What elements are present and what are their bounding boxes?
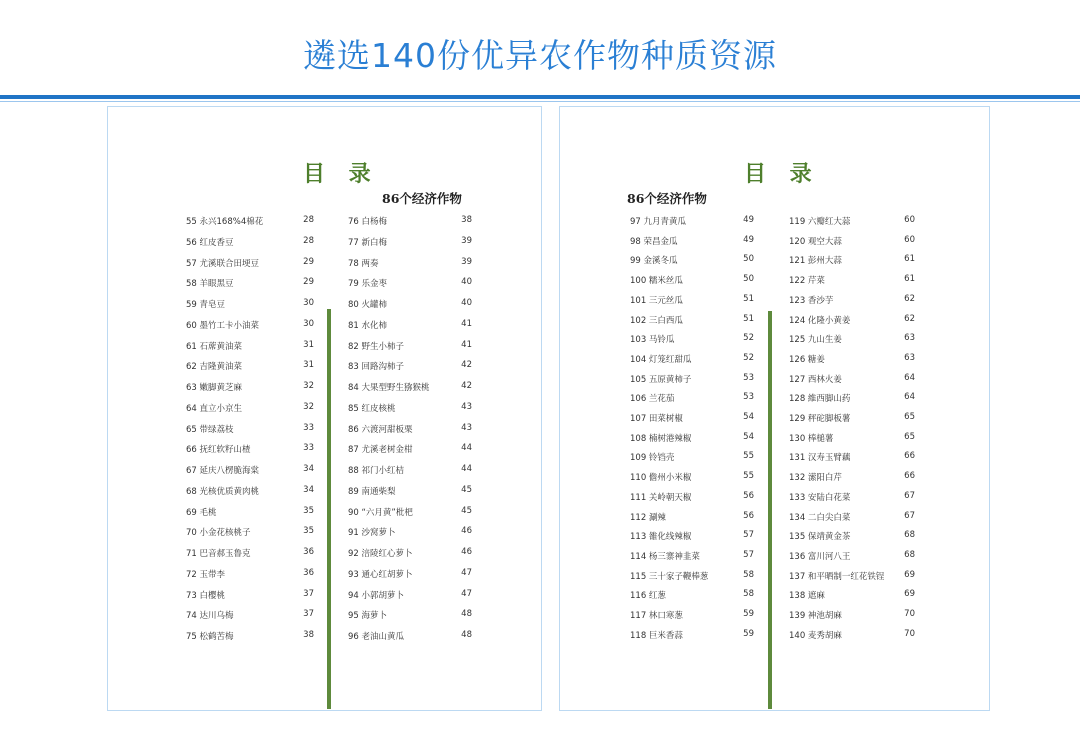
toc-entry-name: 81 水化柿 xyxy=(348,320,388,331)
toc-entry-page: 34 xyxy=(303,484,314,495)
toc-entry-name: 64 直立小京生 xyxy=(186,403,243,414)
toc-entry-page: 39 xyxy=(461,235,472,246)
toc-entry-page: 46 xyxy=(461,526,472,537)
toc-entry-name: 69 毛桃 xyxy=(186,507,217,518)
toc-entry-name: 55 永兴168%4棉花 xyxy=(186,217,264,227)
toc-entry-name: 62 吉隆黄油菜 xyxy=(186,362,243,373)
toc-entry-name: 67 延庆八楞脆海棠 xyxy=(186,466,260,476)
toc-entry-page: 28 xyxy=(303,215,314,225)
toc-entry-name: 133 安陆白花菜 xyxy=(789,492,851,503)
toc-entry-name: 60 墨竹工卡小油菜 xyxy=(186,320,260,331)
toc-entry-page: 53 xyxy=(743,372,754,383)
toc-entry-page: 32 xyxy=(303,381,314,391)
toc-entry-name: 130 棒槌薯 xyxy=(789,433,834,444)
column-divider-bar xyxy=(327,309,331,709)
toc-entry-page: 51 xyxy=(743,293,754,304)
column-divider-bar xyxy=(768,311,772,709)
toc-entry-page: 39 xyxy=(461,256,472,267)
toc-entry-page: 42 xyxy=(461,381,472,391)
toc-entry-name: 132 潆阳白芹 xyxy=(789,473,842,484)
toc-entry-page: 58 xyxy=(743,569,754,580)
toc-entry-name: 121 彭州大蒜 xyxy=(789,256,842,267)
toc-entry-name: 97 九月青黄瓜 xyxy=(630,217,687,227)
toc-entry-name: 68 光核优质黄肉桃 xyxy=(186,486,260,497)
toc-entry-name: 63 嫩脚黄芝麻 xyxy=(186,383,243,393)
toc-entry-name: 101 三元丝瓜 xyxy=(630,295,683,306)
toc-entry-page: 68 xyxy=(904,549,915,560)
toc-entry-name: 104 灯笼红甜瓜 xyxy=(630,354,692,365)
toc-entry-page: 55 xyxy=(743,471,754,482)
toc-entry-page: 47 xyxy=(461,567,472,578)
toc-entry-page: 45 xyxy=(461,505,472,516)
toc-entry-name: 123 香沙芋 xyxy=(789,295,834,306)
toc-entry-page: 44 xyxy=(461,464,472,474)
toc-entry-name: 117 林口寒葱 xyxy=(630,611,683,621)
toc-entry-name: 111 关岭朝天椒 xyxy=(630,492,692,503)
toc-entry-name: 96 老油山黄瓜 xyxy=(348,632,405,642)
toc-entry-name: 105 五原黄柿子 xyxy=(630,374,692,385)
toc-entry-name: 118 巨米香蒜 xyxy=(630,630,683,641)
toc-entry-page: 42 xyxy=(461,360,472,371)
toc-entry-name: 89 南通柴梨 xyxy=(348,486,396,497)
toc-entry-page: 69 xyxy=(904,589,915,600)
toc-entry-name: 56 红皮香豆 xyxy=(186,237,234,248)
toc-entry-page: 33 xyxy=(303,443,314,454)
toc-entry-page: 30 xyxy=(303,318,314,329)
toc-entry-page: 54 xyxy=(743,431,754,442)
toc-entry-page: 68 xyxy=(904,530,915,541)
toc-entry-name: 76 白杨梅 xyxy=(348,217,388,227)
toc-entry-name: 100 糯米丝瓜 xyxy=(630,276,683,287)
toc-entry-page: 65 xyxy=(904,431,915,442)
toc-entry-page: 59 xyxy=(743,628,754,639)
toc-entry-page: 64 xyxy=(904,392,915,403)
toc-entry-page: 35 xyxy=(303,505,314,516)
toc-entry-page: 55 xyxy=(743,451,754,462)
toc-entry-name: 108 楠树港辣椒 xyxy=(630,433,692,444)
toc-entry-name: 93 通心红胡萝卜 xyxy=(348,569,413,580)
toc-entry-page: 50 xyxy=(743,254,754,265)
toc-entry-page: 32 xyxy=(303,401,314,412)
toc-entry-name: 120 观空大蒜 xyxy=(789,236,842,247)
toc-entry-page: 40 xyxy=(461,277,472,288)
toc-entry-page: 62 xyxy=(904,293,915,304)
toc-entry-name: 122 芹菜 xyxy=(789,276,825,287)
toc-entry-name: 110 儋州小米椒 xyxy=(630,473,692,484)
toc-entry-name: 86 六渡河甜板栗 xyxy=(348,424,413,435)
toc-entry-name: 92 涪陵红心萝卜 xyxy=(348,549,413,559)
toc-entry-name: 87 尤溪老树金柑 xyxy=(348,445,413,456)
slide-title: 遴选140份优异农作物种质资源 xyxy=(303,36,777,75)
toc-entry-name: 74 达川乌梅 xyxy=(186,611,234,622)
toc-entry-name: 91 沙窝萝卜 xyxy=(348,528,396,539)
toc-entry-name: 99 金溪冬瓜 xyxy=(630,256,678,267)
toc-entry-page: 29 xyxy=(303,277,314,288)
toc-entry-page: 50 xyxy=(743,274,754,285)
toc-entry-name: 112 涮辣 xyxy=(630,512,666,523)
toc-entry-page: 57 xyxy=(743,530,754,541)
toc-entry-name: 137 和平晒制一红花铁锃 xyxy=(789,571,885,582)
toc-entry-page: 65 xyxy=(904,412,915,422)
toc-entry-page: 41 xyxy=(461,318,472,329)
toc-entry-name: 113 雒化线辣椒 xyxy=(630,532,692,543)
toc-entry-name: 138 遮麻 xyxy=(789,591,825,602)
toc-entry-page: 48 xyxy=(461,630,472,640)
toc-entry-page: 43 xyxy=(461,422,472,433)
toc-entry-page: 45 xyxy=(461,484,472,495)
toc-entry-name: 61 石蓆黄油菜 xyxy=(186,341,243,352)
toc-entry-page: 70 xyxy=(904,628,915,639)
toc-entry-name: 84 大果型野生猕猴桃 xyxy=(348,383,430,393)
toc-entry-name: 65 带绿荔枝 xyxy=(186,424,234,435)
toc-entry-page: 28 xyxy=(303,235,314,246)
toc-entry-name: 115 三十家子鞭棒葱 xyxy=(630,571,709,582)
toc-page-left xyxy=(107,106,542,711)
toc-entry-page: 69 xyxy=(904,569,915,580)
toc-entry-name: 124 化隆小黄姜 xyxy=(789,315,851,326)
toc-entry-page: 38 xyxy=(461,215,472,225)
toc-entry-name: 85 红皮核桃 xyxy=(348,403,396,414)
toc-entry-name: 140 麦秀胡麻 xyxy=(789,630,842,641)
title-divider-thin xyxy=(0,101,1080,102)
toc-entry-name: 109 铃铛壳 xyxy=(630,453,675,464)
toc-entry-name: 71 巴音郝玉鲁克 xyxy=(186,549,251,559)
toc-section-heading: 86个经济作物 xyxy=(382,191,462,206)
toc-entry-name: 82 野生小柿子 xyxy=(348,341,405,352)
toc-entry-name: 102 三白西瓜 xyxy=(630,315,683,326)
toc-entry-name: 57 尤溪联合田埂豆 xyxy=(186,258,260,269)
toc-entry-name: 88 祁门小红桔 xyxy=(348,466,405,476)
toc-entry-page: 60 xyxy=(904,234,915,245)
toc-entry-page: 38 xyxy=(303,630,314,640)
toc-entry-name: 90 “六月黄”枇杷 xyxy=(348,507,413,518)
toc-entry-page: 63 xyxy=(904,333,915,344)
toc-entry-page: 33 xyxy=(303,422,314,433)
toc-entry-name: 79 乐金枣 xyxy=(348,279,388,290)
toc-entry-page: 31 xyxy=(303,339,314,350)
toc-entry-page: 52 xyxy=(743,352,754,363)
toc-entry-page: 34 xyxy=(303,464,314,474)
toc-entry-name: 59 青皂豆 xyxy=(186,300,226,310)
toc-entry-page: 59 xyxy=(743,609,754,619)
toc-entry-page: 49 xyxy=(743,215,754,225)
toc-entry-page: 53 xyxy=(743,392,754,403)
toc-entry-page: 61 xyxy=(904,274,915,285)
toc-entry-page: 52 xyxy=(743,333,754,344)
toc-entry-page: 46 xyxy=(461,547,472,557)
toc-entry-page: 66 xyxy=(904,451,915,462)
toc-entry-name: 98 荣昌金瓜 xyxy=(630,236,678,247)
toc-entry-name: 131 汉寿玉臂藕 xyxy=(789,453,851,464)
toc-entry-page: 29 xyxy=(303,256,314,267)
toc-entry-page: 62 xyxy=(904,313,915,324)
toc-entry-name: 83 回路沟柿子 xyxy=(348,362,405,373)
toc-entry-name: 103 马铃瓜 xyxy=(630,335,675,346)
toc-entry-name: 58 羊眼黑豆 xyxy=(186,279,234,290)
toc-entry-name: 125 九山生姜 xyxy=(789,335,842,346)
toc-entry-page: 35 xyxy=(303,526,314,537)
toc-entry-page: 66 xyxy=(904,471,915,482)
title-divider xyxy=(0,95,1080,99)
toc-entry-name: 72 玉带李 xyxy=(186,569,226,580)
toc-entry-page: 57 xyxy=(743,549,754,560)
toc-entry-page: 64 xyxy=(904,372,915,383)
toc-entry-name: 134 二白尖白菜 xyxy=(789,512,851,523)
toc-entry-name: 66 抚红软籽山楂 xyxy=(186,445,251,456)
toc-page-right xyxy=(559,106,990,711)
toc-entry-name: 135 保靖黄金茶 xyxy=(789,532,851,543)
toc-entry-page: 51 xyxy=(743,313,754,324)
toc-entry-page: 67 xyxy=(904,510,915,521)
toc-section-heading: 86个经济作物 xyxy=(627,191,707,206)
toc-entry-name: 77 新白梅 xyxy=(348,237,388,248)
toc-entry-name: 95 海萝卜 xyxy=(348,611,388,622)
toc-entry-page: 70 xyxy=(904,609,915,619)
toc-entry-name: 80 火罐柿 xyxy=(348,300,388,310)
toc-title: 目 录 xyxy=(744,161,820,187)
toc-entry-page: 40 xyxy=(461,298,472,308)
toc-entry-name: 127 西林火姜 xyxy=(789,374,842,385)
toc-entry-name: 116 红葱 xyxy=(630,591,666,602)
toc-entry-name: 128 維西脚山药 xyxy=(789,394,851,405)
toc-entry-page: 37 xyxy=(303,588,314,599)
toc-entry-page: 43 xyxy=(461,401,472,412)
toc-entry-page: 36 xyxy=(303,567,314,578)
toc-entry-page: 61 xyxy=(904,254,915,265)
toc-entry-page: 37 xyxy=(303,609,314,620)
toc-entry-name: 139 神池胡麻 xyxy=(789,611,842,621)
toc-entry-name: 129 秤砣脚板薯 xyxy=(789,414,851,424)
toc-entry-name: 107 田菜树椒 xyxy=(630,414,683,424)
toc-entry-name: 70 小金花核桃子 xyxy=(186,528,251,539)
toc-entry-page: 58 xyxy=(743,589,754,600)
toc-entry-page: 47 xyxy=(461,588,472,599)
toc-entry-page: 48 xyxy=(461,609,472,620)
toc-entry-page: 63 xyxy=(904,352,915,363)
toc-entry-name: 136 富川河八王 xyxy=(789,551,851,562)
toc-entry-page: 31 xyxy=(303,360,314,371)
toc-entry-page: 41 xyxy=(461,339,472,350)
toc-entry-name: 114 杨三寨神韭菜 xyxy=(630,551,700,562)
toc-entry-page: 49 xyxy=(743,234,754,245)
toc-entry-page: 30 xyxy=(303,298,314,308)
toc-entry-name: 94 小郭胡萝卜 xyxy=(348,590,405,601)
toc-entry-page: 36 xyxy=(303,547,314,557)
toc-entry-page: 54 xyxy=(743,412,754,422)
toc-entry-page: 56 xyxy=(743,510,754,521)
toc-entry-name: 119 六瓣红大蒜 xyxy=(789,217,851,227)
toc-entry-page: 44 xyxy=(461,443,472,454)
toc-entry-name: 126 糖姜 xyxy=(789,354,825,365)
toc-title: 目 录 xyxy=(303,161,379,187)
toc-entry-page: 67 xyxy=(904,490,915,501)
toc-entry-name: 73 白樱桃 xyxy=(186,590,226,601)
toc-entry-page: 56 xyxy=(743,490,754,501)
toc-entry-page: 60 xyxy=(904,215,915,225)
toc-entry-name: 75 松鹤苦梅 xyxy=(186,632,234,642)
toc-entry-name: 106 兰花茄 xyxy=(630,394,675,405)
toc-entry-name: 78 两奏 xyxy=(348,258,379,269)
